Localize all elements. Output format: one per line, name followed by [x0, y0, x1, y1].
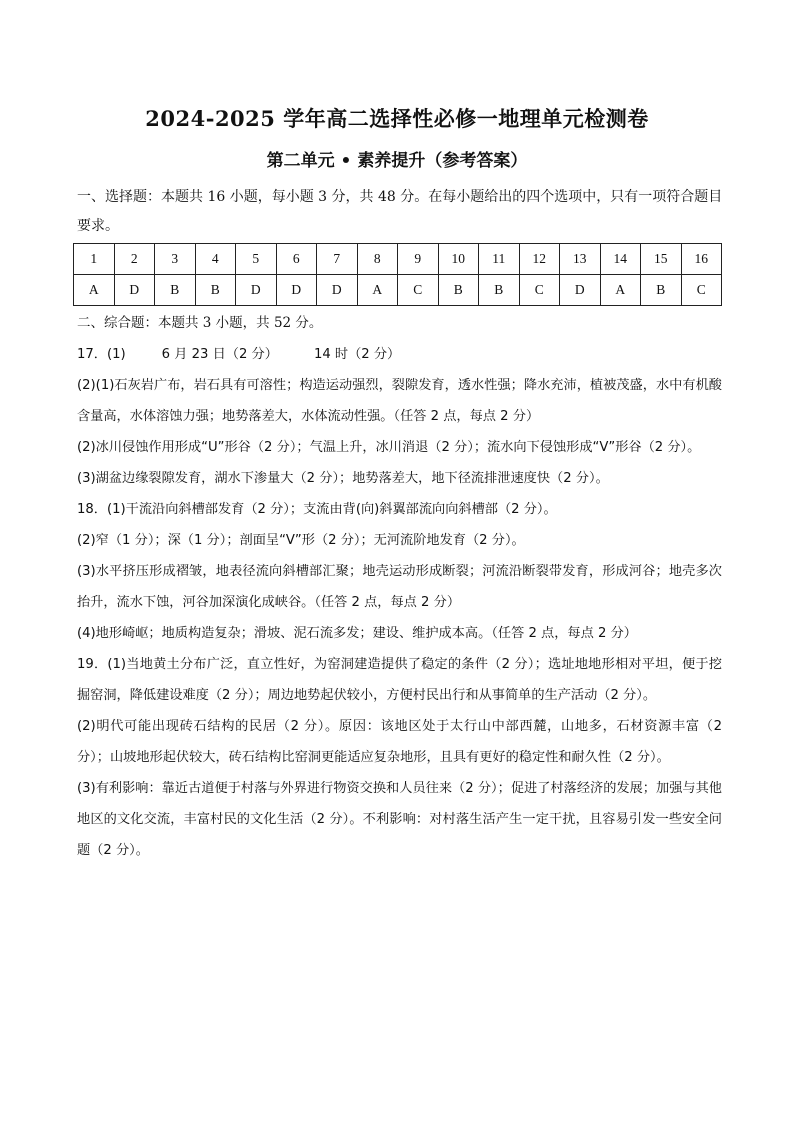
question-number-cell: 4: [195, 244, 236, 275]
answer-cell: D: [560, 275, 601, 306]
q18-part3: (3)水平挤压形成褶皱，地表径流向斜槽部汇聚；地壳运动形成断裂；河流沿断裂带发育，形成河谷；地壳多次抬升，流水下蚀，河谷加深演化成峡谷。（任答 2 点，每点 2 分）: [77, 564, 722, 610]
q17-date-answer: 6 月 23 日（2 分）: [161, 347, 278, 362]
q18-part4: (4)地形崎岖；地质构造复杂；滑坡、泥石流多发；建设、维护成本高。（任答 2 点，每点 2 分）: [77, 626, 637, 641]
q17-part3: (2)冰川侵蚀作用形成“U”形谷（2 分）；气温上升，冰川消退（2 分）；流水向下侵蚀形成“V”形谷（2 分）。: [77, 440, 701, 455]
answer-cell: B: [155, 275, 196, 306]
answer-cell: B: [438, 275, 479, 306]
answer-cell: A: [600, 275, 641, 306]
answer-cell: C: [681, 275, 722, 306]
question-number-cell: 11: [479, 244, 520, 275]
question-number-cell: 15: [641, 244, 682, 275]
answer-cell: D: [114, 275, 155, 306]
q17-part4: (3)湖盆边缘裂隙发育，湖水下渗量大（2 分）；地势落差大，地下径流排泄速度快（2 分）。: [77, 471, 609, 486]
answer-cell: A: [357, 275, 398, 306]
q17-time-answer: 14 时（2 分）: [313, 347, 401, 362]
question-number-cell: 2: [114, 244, 155, 275]
section-2-heading: 二、综合题：本题共 3 小题，共 52 分。: [77, 315, 323, 331]
answer-cell: D: [317, 275, 358, 306]
question-number-cell: 10: [438, 244, 479, 275]
answer-table-number-row: [74, 244, 722, 275]
answer-cell: A: [74, 275, 115, 306]
answer-cell: D: [236, 275, 277, 306]
page-title: 2024-2025 学年高二选择性必修一地理单元检测卷: [145, 106, 649, 131]
q17-label: 17．(1): [77, 347, 126, 362]
answer-body: [77, 339, 722, 866]
section-1-heading: 一、选择题：本题共 16 小题，每小题 3 分，共 48 分。在每小题给出的四个选项中，只有一项符合题目要求。: [77, 189, 723, 234]
question-number-cell: 7: [317, 244, 358, 275]
question-number-cell: 9: [398, 244, 439, 275]
answer-cell: C: [398, 275, 439, 306]
answer-cell: D: [276, 275, 317, 306]
q19-part3: (3)有利影响：靠近古道便于村落与外界进行物资交换和人员往来（2 分）；促进了村落经济的发展；加强与其他地区的文化交流，丰富村民的文化生活（2 分）。不利影响：对村落生活产生一定干扰，且容易引发一些安全问题（2 分）。: [77, 781, 722, 858]
question-number-cell: 14: [600, 244, 641, 275]
question-number-cell: 13: [560, 244, 601, 275]
question-number-cell: 1: [74, 244, 115, 275]
question-number-cell: 3: [155, 244, 196, 275]
q19-part1: 19．(1)当地黄土分布广泛，直立性好，为窑洞建造提供了稳定的条件（2 分）；选址地地形相对平坦，便于挖掘窑洞，降低建设难度（2 分）；周边地势起伏较小，方便村民出行和从事简单的生产活动（2 分）。: [77, 657, 722, 703]
q17-part1: [77, 339, 722, 370]
answer-cell: B: [195, 275, 236, 306]
answer-cell: B: [479, 275, 520, 306]
page-subtitle: 第二单元 • 素养提升（参考答案）: [266, 151, 528, 171]
question-number-cell: 6: [276, 244, 317, 275]
q17-part2: (2)(1)石灰岩广布，岩石具有可溶性；构造运动强烈，裂隙发育，透水性强；降水充沛，植被茂盛，水中有机酸含量高，水体溶蚀力强；地势落差大，水体流动性强。（任答 2 点，每点 2 分）: [77, 378, 722, 424]
question-number-cell: 5: [236, 244, 277, 275]
answer-table: [73, 243, 722, 306]
q18-part1: 18．(1)干流沿向斜槽部发育（2 分）；支流由背(向)斜翼部流向向斜槽部（2 分）。: [77, 502, 557, 517]
q19-part2: (2)明代可能出现砖石结构的民居（2 分）。原因：该地区处于太行山中部西麓，山地多，石材资源丰富（2 分）；山坡地形起伏较大，砖石结构比窑洞更能适应复杂地形，且具有更好的稳定性和耐久性（2 分）。: [77, 719, 722, 765]
question-number-cell: 12: [519, 244, 560, 275]
q18-part2: (2)窄（1 分）；深（1 分）；剖面呈“V”形（2 分）；无河流阶地发育（2 分）。: [77, 533, 525, 548]
answer-table-answer-row: [74, 275, 722, 306]
answer-cell: C: [519, 275, 560, 306]
question-number-cell: 8: [357, 244, 398, 275]
question-number-cell: 16: [681, 244, 722, 275]
answer-cell: B: [641, 275, 682, 306]
